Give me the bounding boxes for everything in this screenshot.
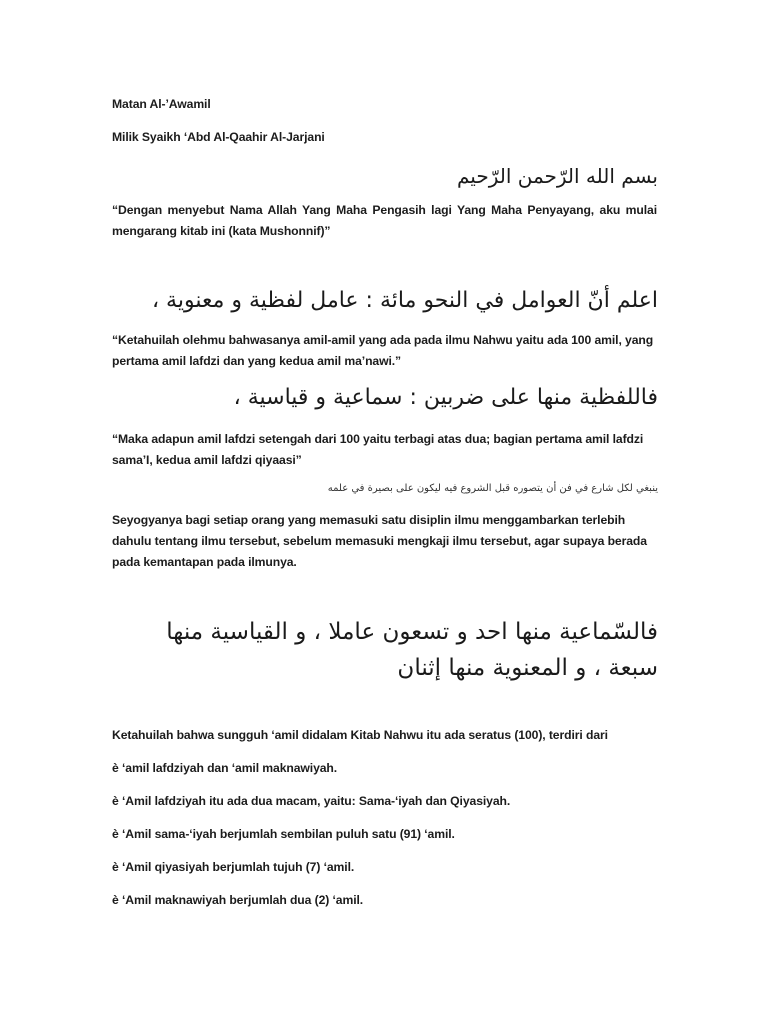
translation-line-3: Seyogyanya bagi setiap orang yang memasuki satu disiplin ilmu menggambarkan terlebih dahulu tentang ilmu tersebut, sebelum memasuki mengkaji ilmu tersebut, agar supaya berada pada kemantapan pada ilmunya. bbox=[112, 513, 647, 569]
translation-line-1: “Ketahuilah olehmu bahwasanya amil-amil yang ada pada ilmu Nahwu yaitu ada 100 amil, yang pertama amil lafdzi dan yang kedua amil ma’nawi.” bbox=[112, 333, 654, 368]
summary-item bbox=[112, 890, 657, 911]
arabic-line-4: فالسّماعية منها احد و تسعون عاملا ، و القياسية منها سبعة ، و المعنوية منها إثنان bbox=[166, 619, 658, 681]
summary-item-text: ‘Amil lafdziyah itu ada dua macam, yaitu: Sama-‘iyah dan Qiyasiyah. bbox=[121, 794, 511, 808]
summary-item bbox=[112, 758, 657, 779]
summary-item bbox=[112, 791, 657, 812]
summary-item-text: ‘Amil qiyasiyah berjumlah tujuh (7) ‘amil. bbox=[121, 860, 355, 874]
summary-item bbox=[112, 824, 657, 845]
translation-line-2: “Maka adapun amil lafdzi setengah dari 100 yaitu terbagi atas dua; bagian pertama amil lafdzi sama’I, kedua amil lafdzi qiyaasi” bbox=[112, 432, 644, 467]
arabic-line-2: فاللفظية منها على ضربين : سماعية و قياسية ، bbox=[233, 385, 658, 410]
bullet-arrow-icon: è bbox=[112, 860, 119, 874]
arabic-basmalah: بسم الله الرّحمن الرّحيم bbox=[456, 164, 658, 188]
summary-item-text: ‘Amil sama-‘iyah berjumlah sembilan puluh satu (91) ‘amil. bbox=[121, 827, 455, 841]
summary-item bbox=[112, 857, 657, 878]
arabic-line-3: ينبغي لكل شارع في فن أن يتصوره قبل الشروع فيه ليكون على بصيرة في علمه bbox=[327, 483, 658, 494]
summary-item-text: ‘Amil maknawiyah berjumlah dua (2) ‘amil. bbox=[121, 893, 364, 907]
bullet-arrow-icon: è bbox=[112, 761, 119, 775]
document-title: Matan Al-’Awamil bbox=[112, 97, 211, 111]
bullet-arrow-icon: è bbox=[112, 794, 119, 808]
summary-intro: Ketahuilah bahwa sungguh ‘amil didalam Kitab Nahwu itu ada seratus (100), terdiri dari bbox=[112, 728, 608, 742]
bullet-arrow-icon: è bbox=[112, 827, 119, 841]
arabic-line-1: اعلم أنّ العوامل في النحو مائة : عامل لفظية و معنوية ، bbox=[151, 288, 658, 313]
author-line: Milik Syaikh ‘Abd Al-Qaahir Al-Jarjani bbox=[112, 130, 325, 144]
bullet-arrow-icon: è bbox=[112, 893, 119, 907]
summary-item-text: ‘amil lafdziyah dan ‘amil maknawiyah. bbox=[121, 761, 338, 775]
translation-basmalah: “Dengan menyebut Nama Allah Yang Maha Pengasih lagi Yang Maha Penyayang, aku mulai mengarang kitab ini (kata Mushonnif)” bbox=[112, 203, 657, 238]
